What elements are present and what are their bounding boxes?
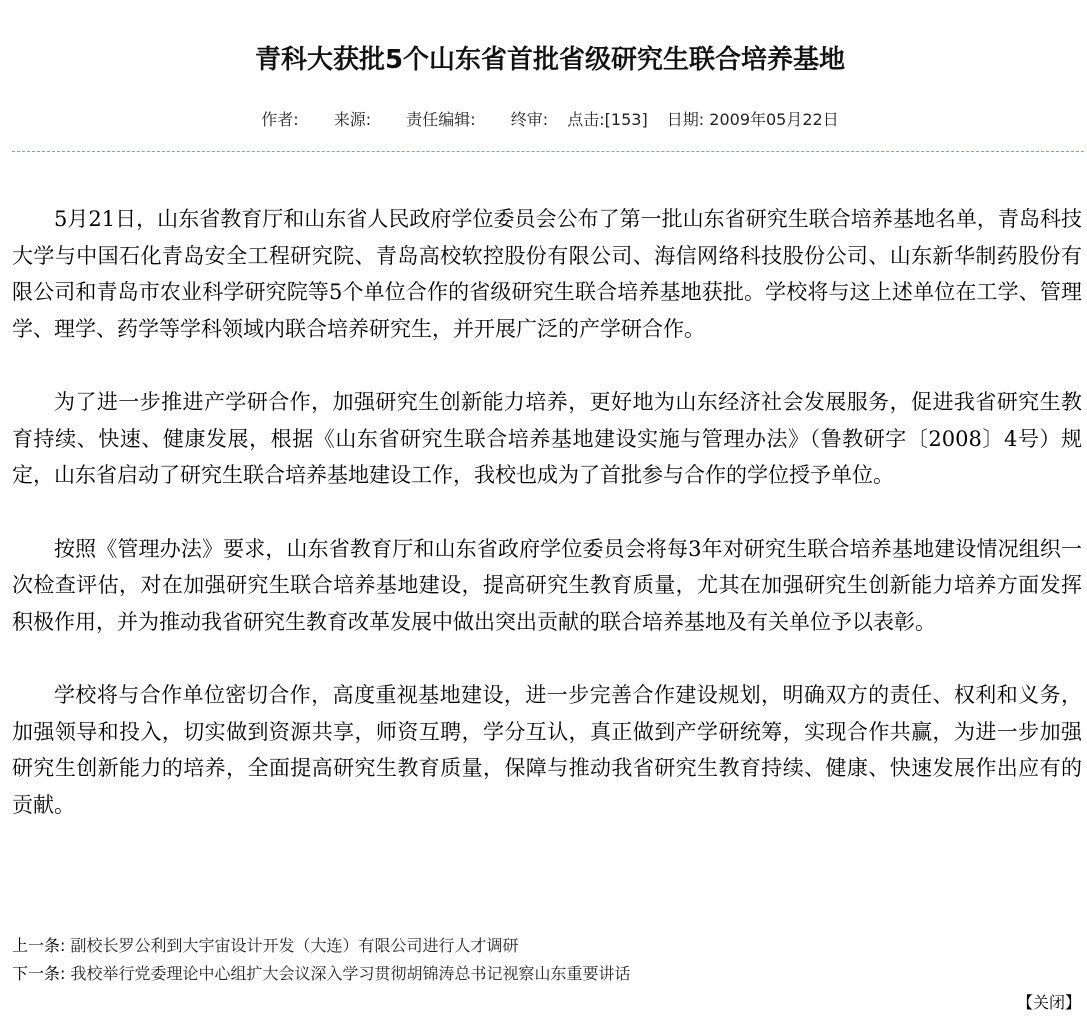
header-divider	[12, 151, 1084, 152]
prev-article-label: 上一条:	[12, 936, 66, 955]
article-meta	[0, 108, 1087, 132]
prev-article-link[interactable]: 副校长罗公利到大宇宙设计开发（大连）有限公司进行人才调研	[70, 936, 519, 955]
next-article-link[interactable]: 我校举行党委理论中心组扩大会议深入学习贯彻胡锦涛总书记视察山东重要讲话	[70, 964, 631, 983]
article-navigation	[12, 932, 1082, 988]
meta-editor: 责任编辑:	[406, 110, 476, 129]
article-body	[12, 201, 1082, 823]
article-paragraph: 为了进一步推进产学研合作，加强研究生创新能力培养，更好地为山东经济社会发展服务，促进我省研究生教育持续、快速、健康发展，根据《山东省研究生联合培养基地建设实施与管理办法》（鲁教研字〔2008〕4号）规定，山东省启动了研究生联合培养基地建设工作，我校也成为了首批参与合作的学位授予单位。	[12, 390, 1082, 487]
article-title: 青科大获批5个山东省首批省级研究生联合培养基地	[254, 45, 846, 75]
meta-source: 来源:	[333, 110, 372, 129]
next-article-label: 下一条:	[12, 964, 66, 983]
prev-article-row	[12, 932, 1082, 960]
meta-author: 作者:	[261, 110, 299, 129]
meta-date: 日期: 2009年05月22日	[666, 110, 839, 129]
meta-clicks: 点击:[153]	[567, 110, 648, 129]
close-button[interactable]: 【关闭】	[1016, 993, 1081, 1012]
article-paragraph: 5月21日，山东省教育厅和山东省人民政府学位委员会公布了第一批山东省研究生联合培养基地名单，青岛科技大学与中国石化青岛安全工程研究院、青岛高校软控股份有限公司、海信网络科技股份公司、山东新华制药股份有限公司和青岛市农业科学研究院等5个单位合作的省级研究生联合培养基地获批。学校将与这上述单位在工学、管理学、理学、药学等学科领域内联合培养研究生，并开展广泛的产学研合作。	[12, 207, 1082, 341]
meta-final-review: 终审:	[510, 110, 549, 129]
article-paragraph: 学校将与合作单位密切合作，高度重视基地建设，进一步完善合作建设规划，明确双方的责任、权利和义务，加强领导和投入，切实做到资源共享，师资互聘，学分互认，真正做到产学研统筹，实现合作共赢，为进一步加强研究生创新能力的培养，全面提高研究生教育质量，保障与推动我省研究生教育持续、健康、快速发展作出应有的贡献。	[12, 683, 1082, 817]
article-paragraph: 按照《管理办法》要求，山东省教育厅和山东省政府学位委员会将每3年对研究生联合培养基地建设情况组织一次检查评估，对在加强研究生联合培养基地建设，提高研究生教育质量，尤其在加强研究生创新能力培养方面发挥积极作用，并为推动我省研究生教育改革发展中做出突出贡献的联合培养基地及有关单位予以表彰。	[12, 536, 1082, 634]
next-article-row	[12, 960, 1082, 988]
